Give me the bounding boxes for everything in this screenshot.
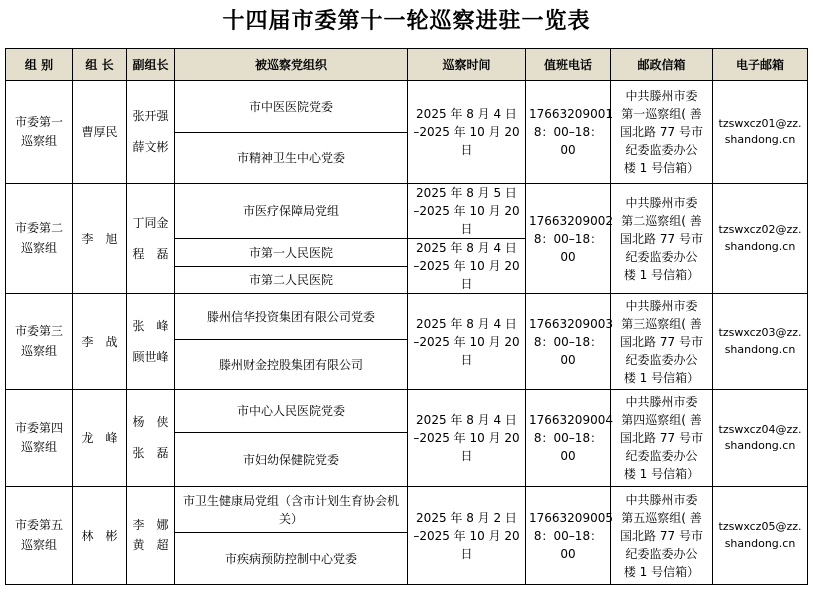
- email-cell: tzswxcz02@zz. shandong.cn: [713, 184, 808, 294]
- email-cell: tzswxcz04@zz. shandong.cn: [713, 390, 808, 487]
- leader-cell: 李 旭: [73, 184, 127, 294]
- group-name: 市委第三 巡察组: [6, 294, 73, 390]
- deputy-cell: 李 娜 黄 超: [127, 487, 175, 585]
- mailbox-cell: 中共滕州市委 第一巡察组( 善 国北路 77 号市 纪委监委办公 楼 1 号信箱）: [611, 81, 713, 184]
- time-cell: 2025 年 8 月 4 日 –2025 年 10 月 20 日: [408, 294, 526, 390]
- group-name: 市委第五 巡察组: [6, 487, 73, 585]
- org-cell: 滕州信华投资集团有限公司党委: [175, 294, 408, 340]
- org-cell: 市卫生健康局党组（含市计划生育协会机关）: [175, 487, 408, 533]
- org-cell: 市精神卫生中心党委: [175, 133, 408, 184]
- inspection-table: [5, 48, 808, 585]
- time-cell: 2025 年 8 月 4 日 –2025 年 10 月 20 日: [408, 239, 526, 294]
- time-cell: 2025 年 8 月 4 日 –2025 年 10 月 20 日: [408, 390, 526, 487]
- deputy-cell: 丁同金 程 磊: [127, 184, 175, 294]
- org-cell: 市疾病预防控制中心党委: [175, 533, 408, 585]
- header-email: 电子邮箱: [713, 49, 808, 81]
- mailbox-cell: 中共滕州市委 第四巡察组( 善 国北路 77 号市 纪委监委办公 楼 1 号信箱）: [611, 390, 713, 487]
- org-cell: 滕州财金控股集团有限公司: [175, 340, 408, 390]
- mailbox-cell: 中共滕州市委 第五巡察组( 善 国北路 77 号市 纪委监委办公 楼 1 号信箱）: [611, 487, 713, 585]
- org-cell: 市中医医院党委: [175, 81, 408, 133]
- phone-cell: 17663209001 8：00–18：00: [526, 81, 611, 184]
- time-cell: 2025 年 8 月 4 日 –2025 年 10 月 20 日: [408, 81, 526, 184]
- phone-cell: 17663209004 8：00–18：00: [526, 390, 611, 487]
- org-cell: 市医疗保障局党组: [175, 184, 408, 239]
- time-cell: 2025 年 8 月 2 日 –2025 年 10 月 20 日: [408, 487, 526, 585]
- org-cell: 市第一人民医院: [175, 239, 408, 267]
- email-cell: tzswxcz03@zz. shandong.cn: [713, 294, 808, 390]
- header-group: 组 别: [6, 49, 73, 81]
- header-deputy: 副组长: [127, 49, 175, 81]
- table-row: [6, 390, 808, 433]
- header-time: 巡察时间: [408, 49, 526, 81]
- leader-cell: 曹厚民: [73, 81, 127, 184]
- header-row: [6, 49, 808, 81]
- phone-cell: 17663209005 8：00–18：00: [526, 487, 611, 585]
- deputy-cell: 张开强 薛文彬: [127, 81, 175, 184]
- group-name: 市委第一 巡察组: [6, 81, 73, 184]
- group-name: 市委第四 巡察组: [6, 390, 73, 487]
- email-cell: tzswxcz05@zz. shandong.cn: [713, 487, 808, 585]
- page-title: 十四届市委第十一轮巡察进驻一览表: [222, 8, 591, 34]
- table-row: [6, 81, 808, 133]
- deputy-cell: 张 峰 顾世峰: [127, 294, 175, 390]
- org-cell: 市妇幼保健院党委: [175, 433, 408, 487]
- org-cell: 市第二人民医院: [175, 267, 408, 294]
- header-leader: 组 长: [73, 49, 127, 81]
- group-name: 市委第二 巡察组: [6, 184, 73, 294]
- mailbox-cell: 中共滕州市委 第三巡察组( 善 国北路 77 号市 纪委监委办公 楼 1 号信箱）: [611, 294, 713, 390]
- leader-cell: 龙 峰: [73, 390, 127, 487]
- phone-cell: 17663209002 8：00–18：00: [526, 184, 611, 294]
- time-cell: 2025 年 8 月 5 日 –2025 年 10 月 20 日: [408, 184, 526, 239]
- table-row: [6, 184, 808, 239]
- email-cell: tzswxcz01@zz. shandong.cn: [713, 81, 808, 184]
- header-org: 被巡察党组织: [175, 49, 408, 81]
- org-cell: 市中心人民医院党委: [175, 390, 408, 433]
- leader-cell: 李 战: [73, 294, 127, 390]
- header-phone: 值班电话: [526, 49, 611, 81]
- table-row: [6, 294, 808, 340]
- table-row: [6, 487, 808, 533]
- leader-cell: 林 彬: [73, 487, 127, 585]
- phone-cell: 17663209003 8：00–18：00: [526, 294, 611, 390]
- mailbox-cell: 中共滕州市委 第二巡察组( 善 国北路 77 号市 纪委监委办公 楼 1 号信箱）: [611, 184, 713, 294]
- deputy-cell: 杨 侠 张 磊: [127, 390, 175, 487]
- header-mailbox: 邮政信箱: [611, 49, 713, 81]
